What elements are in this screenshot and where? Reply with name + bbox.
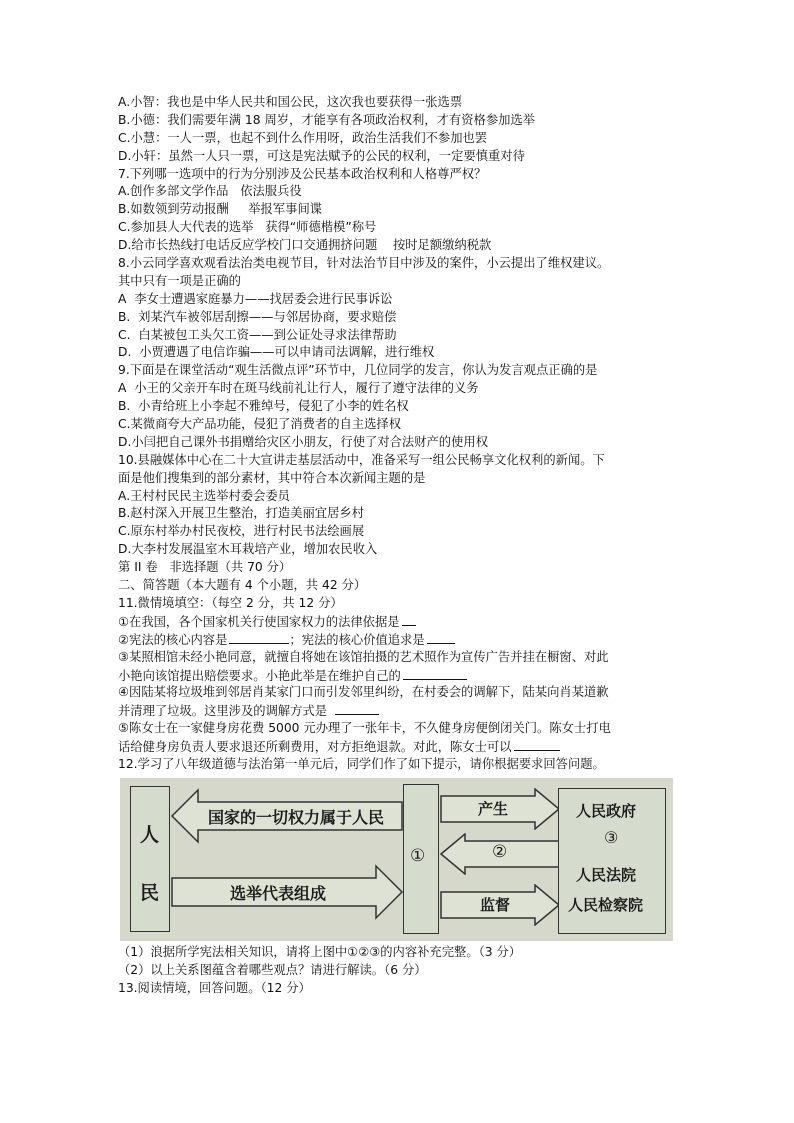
q12-part-2: （2）以上关系图蕴含着哪些观点？请进行解读。（6 分） (118, 962, 427, 977)
answer-blank (335, 702, 379, 715)
option-d-xiaoxuan: D.小轩：虽然一人只一票，可这是宪法赋予的公民的权利，一定要慎重对待 (118, 148, 525, 163)
people-label-1: 人 (140, 823, 160, 846)
answer-blank (514, 738, 560, 751)
question-9: 9.下面是在课堂活动“观生活微点评”环节中，几位同学的发言，你认为发言观点正确的是 (118, 363, 598, 378)
people-label-2: 民 (140, 881, 160, 904)
organ-court: 人民法院 (576, 865, 637, 884)
question-11: 11.微情境填空：（每空 2 分，共 12 分） (118, 595, 343, 610)
q11-item-4-cont: 并清理了垃圾。这里涉及的调解方式是 (118, 702, 688, 720)
q11-item-1: ①在我国，各个国家机关行使国家权力的法律依据是 (118, 613, 688, 631)
arrow-top-label: 国家的一切权力属于人民 (208, 807, 385, 827)
organ-three: ③ (604, 827, 619, 847)
produce-label: 产生 (478, 799, 509, 818)
q7-option-d: D.给市长热线打电话反应学校门口交通拥挤问题 按时足额缴纳税款 (118, 238, 492, 253)
q8-option-d: D. 小贾遭遇了电信诈骗——可以申请司法调解，进行维权 (118, 345, 435, 360)
center-label: ① (410, 845, 426, 866)
q10-option-a: A.王村村民民主选举村委会委员 (118, 488, 290, 503)
q12-part-1: （1）浪据所学宪法相关知识，请将上图中①②③的内容补充完整。（3 分） (118, 944, 522, 959)
q11-item-3-cont: 小艳向该馆提出赔偿要求。小艳此举是在维护自己的 (118, 667, 688, 685)
question-8-cont: 其中只有一项是正确的 (118, 273, 241, 288)
state-power-diagram (120, 778, 673, 941)
q8-option-c: C. 白某被包工头欠工资——到公证处寻求法律帮助 (118, 327, 397, 342)
question-8: 8.小云同学喜欢观看法治类电视节目，针对法治节目中涉及的案件，小云提出了维权建议。 (118, 256, 610, 271)
option-c-xiaohui: C.小慧：一人一票，也起不到什么作用呀，政治生活我们不参加也罢 (118, 130, 488, 145)
section-ii-title: 第 II 卷 非选择题（共 70 分） (118, 560, 292, 575)
q11-item-2: ②宪法的核心内容是 ；宪法的核心价值追求是 (118, 631, 688, 649)
q9-option-c: C.某微商夸大产品功能，侵犯了消费者的自主选择权 (118, 417, 402, 432)
supervise-label: 监督 (480, 895, 511, 914)
q7-option-b: B.如数领到劳动报酬 举报军事间谍 (118, 202, 323, 217)
answer-blank (229, 631, 289, 644)
answer-blank (427, 631, 455, 644)
q11-item-5: ⑤陈女士在一家健身房花费 5000 元办理了一张年卡，不久健身房便倒闭关门。陈女士打电 (118, 721, 611, 736)
q8-option-a: A 李女士遭遇家庭暴力——找居委会进行民事诉讼 (118, 291, 393, 306)
arrow-bottom-label: 选举代表组成 (230, 883, 327, 903)
q10-option-b: B.赵村深入开展卫生整治，打造美丽宜居乡村 (118, 506, 364, 521)
q9-option-b: B. 小青给班上小李起不雅绰号，侵犯了小李的姓名权 (118, 399, 409, 414)
q10-option-d: D.大李村发展温室木耳栽培产业，增加农民收入 (118, 542, 378, 557)
q11-item-3: ③某照相馆未经小艳同意，就擅自将她在该馆拍摄的艺术照作为宣传广告并挂在橱窗、对此 (118, 649, 609, 664)
q9-option-a: A 小王的父亲开车时在斑马线前礼让行人，履行了遵守法律的义务 (118, 381, 479, 396)
question-10: 10.县融媒体中心在二十大宣讲走基层活动中，准备采写一组公民畅享文化权利的新闻。下 (118, 452, 605, 467)
option-a-xiaozhi: A.小智：我也是中华人民共和国公民，这次我也要获得一张选票 (118, 95, 463, 109)
q11-item-4: ④因陆某将垃圾堆到邻居肖某家门口而引发邻里纠纷，在村委会的调解下，陆某向肖某道歉 (118, 685, 609, 700)
short-answer-heading: 二、简答题（本大题有 4 个小题，共 42 分） (118, 578, 367, 593)
people-box (130, 786, 170, 932)
q10-option-c: C.原东村举办村民夜校，进行村民书法绘画展 (118, 524, 365, 539)
document-page (118, 94, 688, 998)
q11-item-5-cont: 话给健身房负责人要求退还所剩费用，对方拒绝退款。对此，陈女士可以 (118, 738, 688, 756)
question-13: 13.阅读情境，回答问题。（12 分） (118, 980, 311, 995)
question-12: 12.学习了八年级道德与法治第一单元后，同学们作了如下提示，请你根据要求回答问题。 (118, 756, 605, 771)
question-7: 7.下列哪一选项中的行为分别涉及公民基本政治权利和人格尊严权？ (118, 166, 487, 181)
organ-government: 人民政府 (576, 801, 637, 820)
organ-procuratorate: 人民检察院 (568, 895, 644, 914)
arrow-two-label: ② (492, 841, 508, 862)
question-10-cont: 面是他们搜集到的部分素材，其中符合本次新闻主题的是 (118, 470, 426, 485)
q7-option-a: A.创作多部文学作品 依法服兵役 (118, 184, 302, 199)
q9-option-d: D.小闫把自己课外书捐赠给灾区小朋友，行使了对合法财产的使用权 (118, 434, 488, 449)
option-b-xiaode: B.小德：我们需要年满 18 周岁，才能享有各项政治权利，才有资格参加选举 (118, 112, 536, 127)
q8-option-b: B. 刘某汽车被邻居刮擦——与邻居协商，要求赔偿 (118, 309, 397, 324)
q7-option-c: C.参加县人大代表的选举 获得“师德楷模”称号 (118, 220, 377, 235)
answer-blank (402, 613, 416, 626)
answer-blank (403, 667, 467, 680)
